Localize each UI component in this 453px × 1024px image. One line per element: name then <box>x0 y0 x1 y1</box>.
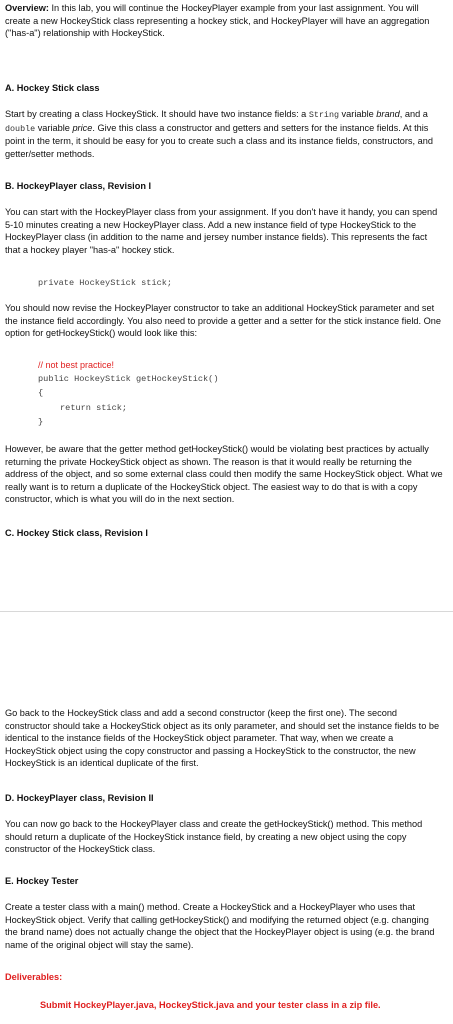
page-break-gap <box>0 611 453 700</box>
section-b-paragraph-1: You can start with the HockeyPlayer class from your assignment. If you don't have it handy, you can spend 5-10 minutes creating a new HockeyPlayer class. Add a new instance field of type HockeyStick to the HockeyPlayer class (in addition to the name and jersey number instance fields). This represents the fact that a hockey player "has-a" hockey stick. <box>5 207 438 255</box>
getter-signature-code: public HockeyStick getHockeyStick() <box>38 374 219 384</box>
overview-label: Overview: <box>5 3 49 13</box>
deliverables-text: Submit HockeyPlayer.java, HockeyStick.java and your tester class in a zip file. <box>40 1000 381 1010</box>
overview-text: In this lab, you will continue the HockeyPlayer example from your last assignment. You will create a new HockeyStick class representing a hockey stick, and HockeyPlayer will have an aggregation ("has-a") relationship with HockeyStick. <box>5 3 430 39</box>
brand-field: brand <box>376 109 400 119</box>
return-stick-code: return stick; <box>60 403 128 413</box>
section-a-heading: A. Hockey Stick class <box>5 83 100 93</box>
section-e-heading: E. Hockey Tester <box>5 876 79 886</box>
section-b-paragraph-3: However, be aware that the getter method getHockeyStick() would be violating best practices by actually returning the private HockeyStick object as shown. The reason is that it would really be returning the address of the object, and so some external class could then modify the same HockeyStick object. What we really want is to return a duplicate of the HockeyStick object. The easiest way to do that is with a copy constructor, which is what you will do in the next section. <box>5 444 443 505</box>
section-a-paragraph: Start by creating a class HockeyStick. It should have two instance fields: a String variable brand, and a double variable price. Give this class a constructor and getters and setters for the instance fields. At this point in the term, it should be easy for you to create such a class and its instance fields, constructors, and getter/setter methods. <box>5 109 433 159</box>
double-type-code: double <box>5 123 36 134</box>
overview-paragraph <box>5 2 443 40</box>
section-d-heading: D. HockeyPlayer class, Revision II <box>5 793 154 803</box>
price-field: price <box>72 122 93 133</box>
section-b-paragraph-2: You should now revise the HockeyPlayer constructor to take an additional HockeyStick parameter and set the instance field accordingly. You also need to provide a getter and a setter for the stick instance field. One option for getHockeyStick() would look like this: <box>5 303 441 339</box>
deliverables-label: Deliverables: <box>5 972 63 982</box>
section-b-heading: B. HockeyPlayer class, Revision I <box>5 181 152 191</box>
stick-field-code: private HockeyStick stick; <box>38 278 173 288</box>
section-d-paragraph: You can now go back to the HockeyPlayer class and create the getHockeyStick() method. This method should return a duplicate of the HockeyStick instance field, by creating a new object using the copy constructor of the HockeyStick class. <box>5 819 423 855</box>
section-c-paragraph: Go back to the HockeyStick class and add a second constructor (keep the first one). The second constructor should take a HockeyStick object as its only parameter, and should set the instance fields to be identical to the instance fields of the HockeyStick object parameter. That way, when we create a HockeyStick object using the copy constructor and passing a HockeyStick to the constructor, the new HockeyStick is an identical duplicate of the first. <box>5 708 440 769</box>
not-best-practice-comment: // not best practice! <box>38 360 115 370</box>
close-brace-code: } <box>38 417 44 427</box>
open-brace-code: { <box>38 388 44 398</box>
section-e-paragraph: Create a tester class with a main() method. Create a HockeyStick and a HockeyPlayer who uses that HockeyStick object. Verify that calling getHockeyStick() and modifying the returned object (e.g. changing the brand name) does not actually change the object that the HockeyPlayer object is using (e.g. the brand name of the original object will stay the same). <box>5 902 435 950</box>
section-c-heading: C. Hockey Stick class, Revision I <box>5 528 148 538</box>
string-type-code: String <box>308 110 339 120</box>
